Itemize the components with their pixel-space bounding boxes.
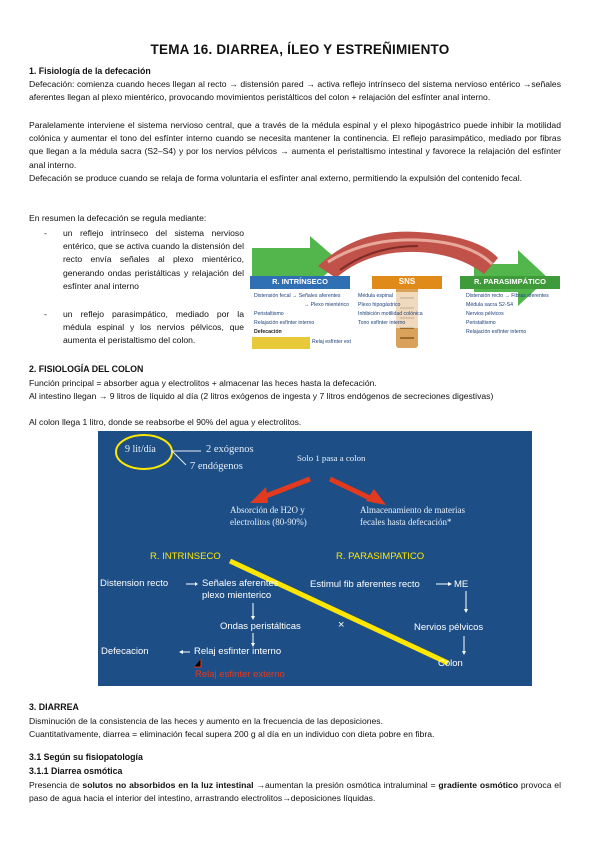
board-cross: ×	[338, 619, 345, 631]
figure-left-item: Defecación	[254, 329, 282, 335]
bold-run: gradiente osmótico	[438, 780, 519, 790]
figure-header-intrinseco: R. INTRÍNSECO	[272, 277, 328, 286]
text-run: provoca el paso de agua hacia el interior del intestino, arrastrando electrolitos→deposiciones líquidas.	[29, 780, 561, 804]
board-absorcion-2: electrolitos (80-90%)	[230, 517, 307, 527]
text-run: Presencia de	[29, 780, 83, 790]
paragraph-diarrea-def: Disminución de la consistencia de las heces y aumento en la frecuencia de las deposiciones.	[29, 716, 383, 726]
paragraph-osmotica	[29, 779, 561, 805]
bullet-dash: -	[44, 309, 47, 319]
section-heading-fisiologia-colon: 2. FISIOLOGÍA DEL COLON	[29, 364, 144, 374]
paragraph-defecacion: Defecación: comienza cuando heces llegan al recto → distensión pared → activa reflejo intrínseco del sistema nervioso entérico →señales aferentes llegan al plexo mientérico, provocando movimientos peristálticos del colon + relajación del esfínter anal interno.	[29, 79, 561, 103]
board-solo-colon: Solo 1 pasa a colon	[297, 453, 366, 463]
board-senales-1: Señales aferentes	[202, 578, 279, 589]
paragraph-snc: Paralelamente interviene el sistema nervioso central, que a través de la médula espinal y el plexo hipogástrico puede inhibir la motilidad colónica y aumentar el tono del esfínter interno cuando se necesita mantener la continencia. El reflejo parasimpático, mediado por fibras que llegan a la médula sacra (S2–S4) y por los nervios pélvicos → aumenta el peristaltismo intestinal y favorece la relajación del esfínter anal interno.	[29, 120, 561, 170]
board-absorcion-1: Absorción de H2O y	[230, 505, 305, 515]
figure-right-item: Peristaltismo	[466, 320, 496, 326]
figure-header-parasimpatico: R. PARASIMPÁTICO	[474, 277, 546, 286]
board-r-intrinseco: R. INTRINSECO	[150, 551, 221, 562]
figure-left-item: Peristaltismo	[254, 311, 284, 317]
figure-left-item: Distensión fecal → Señales aferentes	[254, 293, 341, 299]
bold-run: solutos no absorbidos en la luz intestinal	[82, 780, 254, 790]
summary-line: En resumen la defecación se regula mediante:	[29, 213, 207, 223]
board-senales-2: plexo mienterico	[202, 590, 272, 601]
board-r-parasimpatico: R. PARASIMPATICO	[336, 551, 425, 562]
bullet-text: un reflejo parasimpático, mediado por la médula espinal y los nervios pélvicos, que aumenta el peristaltismo del colon.	[63, 309, 244, 346]
figure-center-item: Médula espinal	[358, 293, 393, 299]
figure-right-item: Médula sacra S2-S4	[466, 302, 513, 308]
bullet-dash: -	[44, 228, 47, 238]
board-estimul: Estimul fib aferentes recto	[310, 579, 420, 590]
subsection-heading-fisiopatologia: 3.1 Según su fisiopatología	[29, 752, 143, 762]
paragraph-diarrea-cuant: Cuantitativamente, diarrea = eliminación fecal supera 200 g al día en un individuo con dieta pobre en fibra.	[29, 729, 435, 739]
paragraph-colon-litro: Al colon llega 1 litro, donde se reabsorbe el 90% del agua y electrolitos.	[29, 417, 302, 427]
board-me: ME	[454, 579, 469, 590]
subsection-heading-osmotica: 3.1.1 Diarrea osmótica	[29, 766, 123, 776]
figure-header-sns: SNS	[398, 277, 416, 286]
board-defecacion: Defecacion	[101, 646, 149, 657]
board-circle-label: 9 lit/día	[125, 444, 156, 455]
board-colon: Colon	[438, 658, 463, 669]
board-nervios: Nervios pélvicos	[414, 622, 484, 633]
figure-right-item: Relajación esfínter interno	[466, 329, 527, 335]
board-exogenos: 2 exógenos	[206, 444, 254, 455]
board-endogenos: 7 endógenos	[190, 461, 243, 472]
defecation-reflex-figure	[248, 226, 562, 356]
board-distension-recto: Distension recto	[100, 578, 169, 589]
figure-left-item: Relaj esfínter ext	[312, 339, 351, 345]
figure-center-item: Plexo hipogástrico	[358, 302, 401, 308]
section-heading-diarrea: 3. DIARREA	[29, 702, 79, 712]
figure-right-item: Nervios pélvicos	[466, 311, 504, 317]
paragraph-funcion-colon: Función principal = absorber agua y electrolitos + almacenar las heces hasta la defecación.	[29, 378, 377, 388]
colon-physiology-board	[98, 431, 532, 686]
text-run: →aumentan la presión osmótica intraluminal =	[253, 780, 439, 790]
bullet-text: un reflejo intrínseco del sistema nervioso entérico, que se activa cuando la distensión del recto envía señales al plexo mientérico, generando ondas peristálticas y relajación del esfínter anal interno	[63, 228, 244, 291]
figure-center-item: Tono esfínter interno	[358, 320, 406, 326]
paragraph-esfinter-externo: Defecación se produce cuando se relaja de forma voluntaria el esfínter anal externo, permitiendo la expulsión del contenido fecal.	[29, 173, 523, 183]
figure-center-item: Inhibición motilidad colónica	[358, 311, 423, 317]
paragraph-litros: Al intestino llegan → 9 litros de líquido al día (2 litros exógenos de ingesta y 7 litros endógenos de secreciones digestivas)	[29, 391, 494, 401]
figure-right-item: Distensión recto → Fibras aferentes	[466, 293, 549, 299]
board-ondas: Ondas peristálticas	[220, 621, 301, 632]
board-relaj-interno: Relaj esfinter interno	[194, 646, 282, 657]
board-relaj-externo: Relaj esfinter externo	[195, 669, 285, 680]
page-title: TEMA 16. DIARREA, ÍLEO Y ESTREÑIMIENTO	[150, 42, 450, 57]
board-almacenamiento-2: fecales hasta defecación*	[360, 517, 452, 527]
figure-left-item: Relajación esfínter interno	[254, 320, 315, 326]
board-almacenamiento-1: Almacenamiento de materias	[360, 505, 465, 515]
section-heading-fisiologia-defecacion: 1. Fisiología de la defecación	[29, 66, 151, 76]
figure-left-item: → Plexo mientérico	[304, 302, 349, 308]
